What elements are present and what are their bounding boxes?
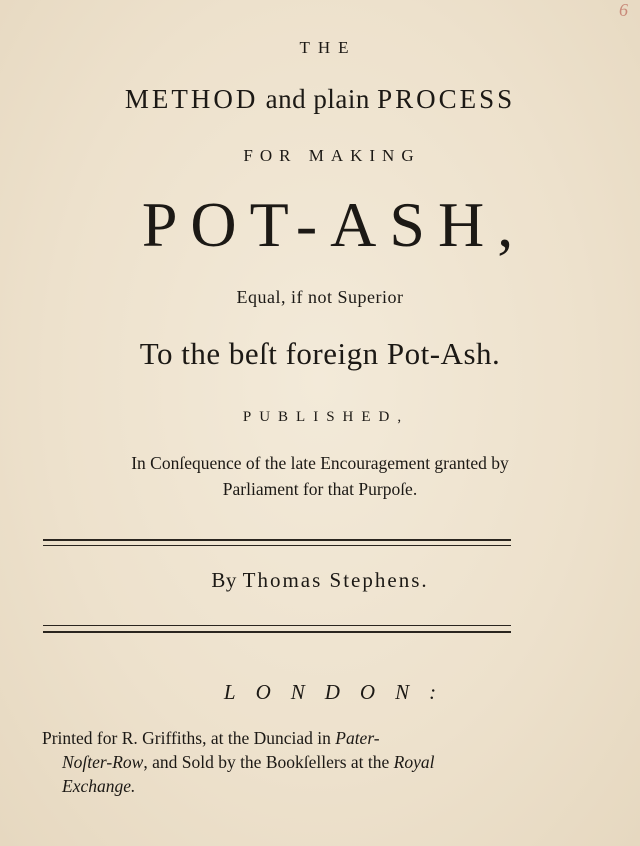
upper-rule-thin	[43, 545, 511, 546]
title-method-line	[0, 84, 640, 115]
imprint-pater: Pater-	[335, 728, 380, 748]
title-published: PUBLISHED,	[242, 409, 410, 425]
title-process-word: PROCESS	[377, 84, 516, 114]
author-prefix: By	[211, 568, 243, 592]
title-equal-line: Equal, if not Superior	[236, 287, 404, 307]
title-consequence-line: In Conſequence of the late Encouragement granted by	[131, 453, 509, 473]
imprint-exchange: Exchange.	[62, 776, 136, 796]
lower-rule-thin	[43, 625, 511, 626]
title-for-making: FOR MAKING	[243, 146, 421, 165]
author-line	[0, 568, 640, 593]
upper-rule-thick	[43, 539, 511, 541]
imprint-line-1	[42, 728, 522, 749]
title-and-plain: and plain	[258, 84, 378, 114]
title-the: THE	[299, 38, 357, 57]
imprint-noster-row: Noſter-Row	[62, 752, 144, 772]
title-potash: POT-ASH,	[141, 189, 527, 260]
title-best-foreign-line: To the beſt foreign Pot-Ash.	[139, 336, 501, 371]
imprint-line-2	[62, 752, 542, 773]
imprint-printed-for: Printed for R. Griffiths, at the Dunciad in	[42, 728, 336, 748]
title-method-word: METHOD	[124, 84, 259, 114]
title-parliament-line: Parliament for that Purpoſe.	[222, 479, 418, 499]
author-name: Thomas Stephens.	[242, 568, 429, 592]
imprint-city: LONDON:	[223, 680, 457, 704]
imprint-sold-by: , and Sold by the Bookſellers at the	[143, 752, 394, 772]
imprint-royal: Royal	[393, 752, 435, 772]
lower-rule-thick	[43, 631, 511, 633]
page-number-mark: 6	[619, 0, 628, 20]
